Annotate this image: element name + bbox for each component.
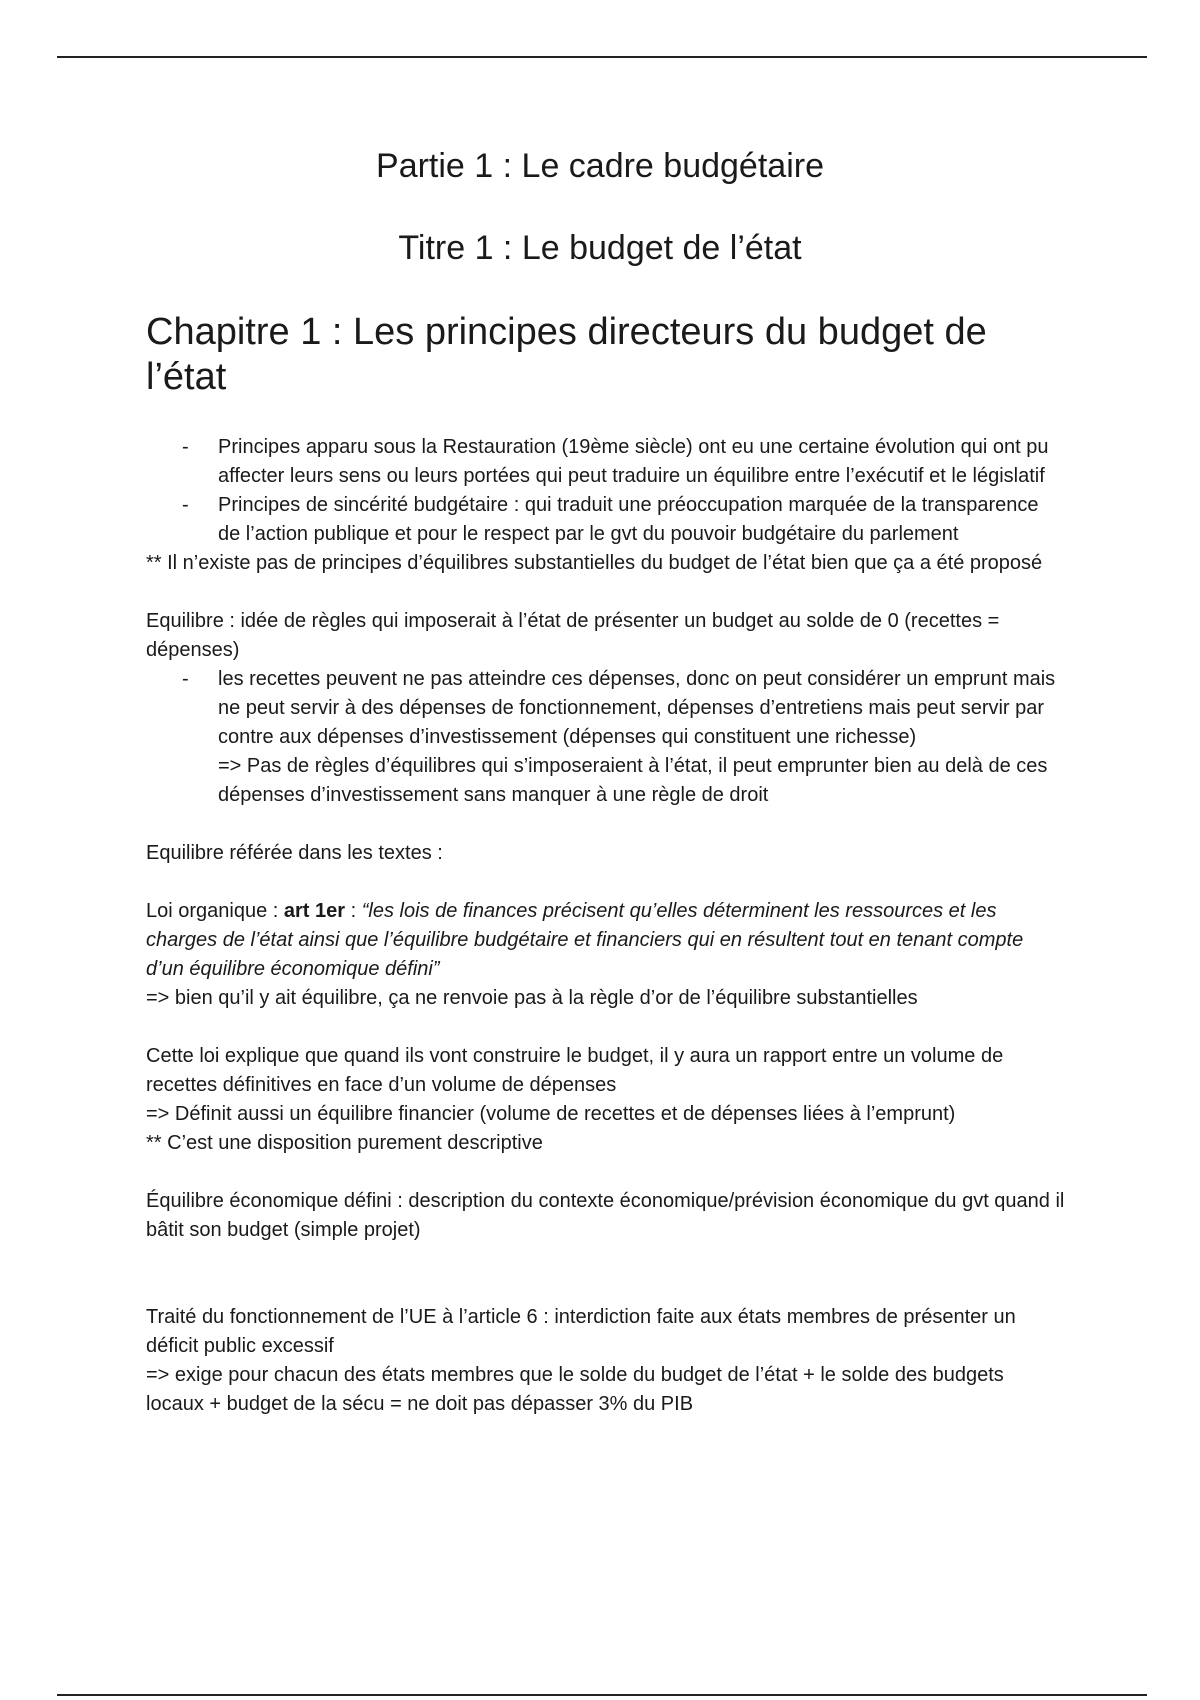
conclusion-arrow: => Pas de règles d’équilibres qui s’imposeraient à l’état, il peut emprunter bien au delà de ces dépenses d’investissement sans manquer à une règle de droit	[218, 755, 1048, 806]
bullet-text: Principes de sincérité budgétaire : qui traduit une préoccupation marquée de la transparence de l’action publique et pour le respect par le gvt du pouvoir budgétaire du parlement	[218, 494, 1039, 545]
bullet-dash: -	[182, 436, 189, 458]
list-item	[146, 433, 1066, 491]
law-separator: :	[345, 900, 362, 922]
list-item	[146, 491, 1066, 549]
note-paragraph: ** Il n’existe pas de principes d’équilibres substantielles du budget de l’état bien que ça a été proposé	[146, 552, 1043, 574]
bullet-text: les recettes peuvent ne pas atteindre ces dépenses, donc on peut considérer un emprunt mais ne peut servir à des dépenses de fonctionnement, dépenses d’entretiens mais peut servir par contre aux dépenses d’investissement (dépenses qui constituent une richesse)	[218, 668, 1056, 748]
definition-paragraph: Équilibre économique défini : description du contexte économique/prévision économique du gvt quand il bâtit son budget (simple projet)	[146, 1190, 1065, 1241]
part-title: Partie 1 : Le cadre budgétaire	[376, 147, 824, 185]
definition-paragraph: Equilibre : idée de règles qui imposerait à l’état de présenter un budget au solde de 0 (recettes = dépenses)	[146, 610, 1000, 661]
conclusion-arrow: => exige pour chacun des états membres que le solde du budget de l’état + le solde des budgets locaux + budget de la sécu = ne doit pas dépasser 3% du PIB	[146, 1364, 1004, 1415]
conclusion-arrow: => bien qu’il y ait équilibre, ça ne renvoie pas à la règle d’or de l’équilibre substantielles	[146, 987, 918, 1009]
bottom-rule	[57, 1694, 1147, 1696]
paragraph: Equilibre référée dans les textes :	[146, 842, 443, 864]
bullet-text: Principes apparu sous la Restauration (19ème siècle) ont eu une certaine évolution qui ont pu affecter leurs sens ou leurs portées qui peut traduire un équilibre entre l’exécutif et le législatif	[218, 436, 1049, 487]
law-quote: “les lois de finances précisent qu’elles déterminent les ressources et les charges de l’état ainsi que l’équilibre budgétaire et financiers qui en résultent tout en tenant compte d’un équilibre économique défini”	[146, 900, 1024, 980]
law-citation	[146, 897, 1066, 984]
article-reference: art 1er	[283, 900, 346, 922]
section-title: Titre 1 : Le budget de l’état	[398, 229, 802, 267]
top-rule	[57, 56, 1147, 58]
chapter-heading: Chapitre 1 : Les principes directeurs du budget de l’état	[146, 311, 987, 398]
conclusion-arrow: => Définit aussi un équilibre financier (volume de recettes et de dépenses liées à l’emprunt)	[146, 1103, 956, 1125]
document-body	[146, 433, 1066, 1419]
paragraph: Traité du fonctionnement de l’UE à l’article 6 : interdiction faite aux états membres de présenter un déficit public excessif	[146, 1306, 1016, 1357]
bullet-dash: -	[182, 494, 189, 516]
list-item	[146, 665, 1066, 752]
law-prefix: Loi organique :	[146, 900, 284, 922]
note-paragraph: ** C’est une disposition purement descriptive	[146, 1132, 543, 1154]
bullet-dash: -	[182, 668, 189, 690]
paragraph: Cette loi explique que quand ils vont construire le budget, il y aura un rapport entre un volume de recettes définitives en face d’un volume de dépenses	[146, 1045, 1004, 1096]
